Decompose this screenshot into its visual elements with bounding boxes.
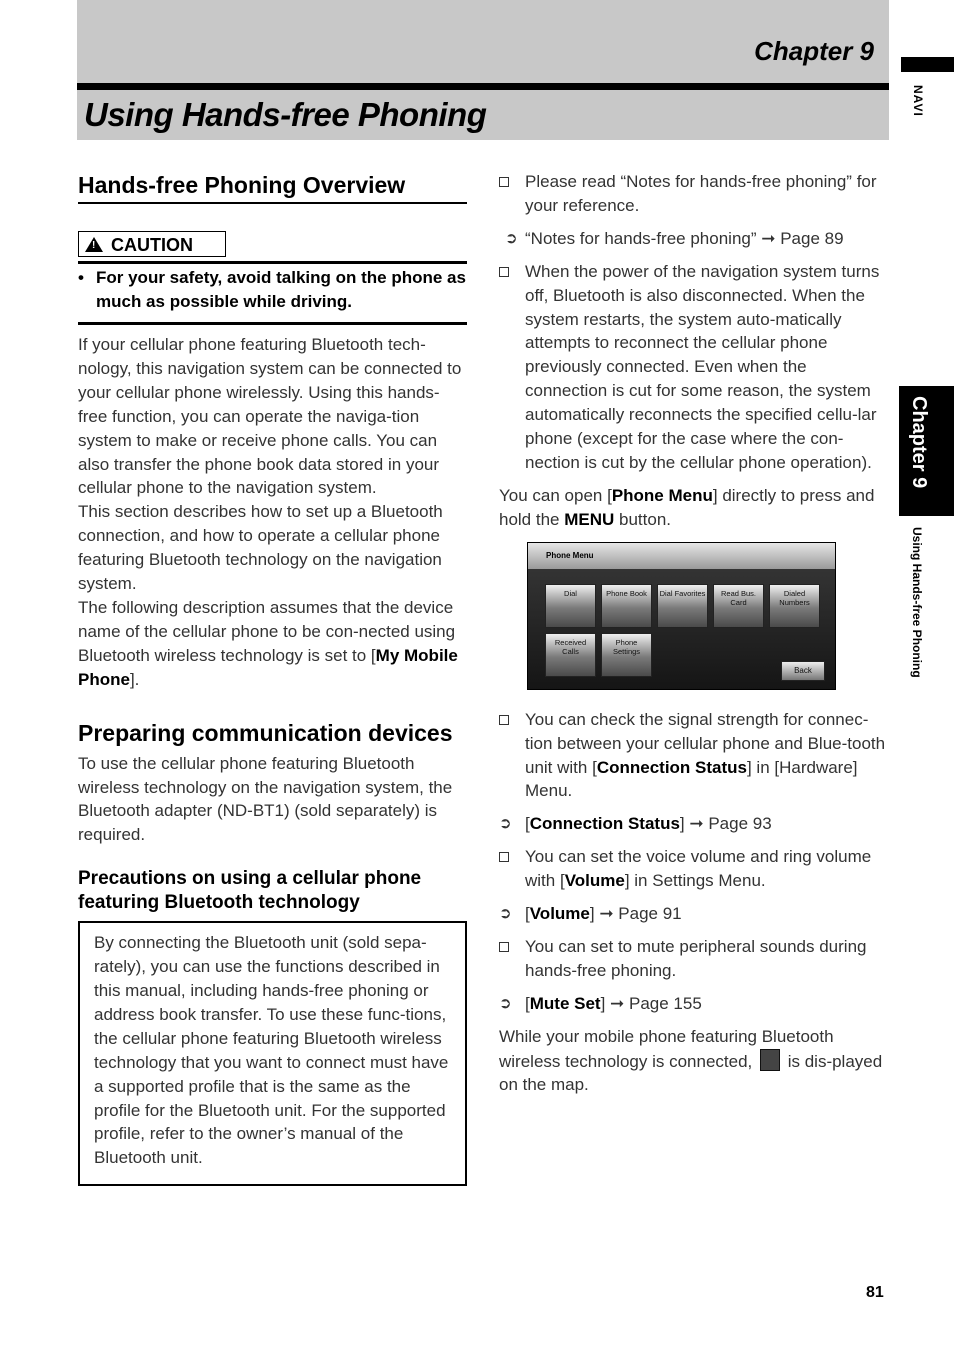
overview-heading-block [78,170,467,204]
caution-item [78,264,467,314]
ref-label: Mute Set [529,993,601,1013]
navi-label: NAVI [911,85,925,117]
navi-tab [901,57,954,72]
arrow-ref-icon: ➲ [505,229,518,247]
reference-text: [Volume] ➞ Page 91 [525,904,682,924]
checkbox-icon [499,935,525,983]
text-span: ]. [129,669,140,689]
back-button[interactable]: Back [781,661,825,681]
ref-label: Connection Status [529,814,680,834]
note-item [499,935,891,983]
note-item [499,260,891,475]
received-calls-button[interactable]: Received Calls [545,633,596,677]
text-span: ] in [Hardware] Menu. [525,757,858,801]
text-span: is dis-played on the map. [499,1051,883,1095]
note-item [499,170,891,218]
note-item [499,708,891,804]
arrow-ref-icon: ➲ [499,994,512,1012]
text-span: You can set the voice volume and ring volume with [ [525,847,872,891]
ref-label: Volume [529,904,590,924]
section-tab-label: Using Hands-free Phoning [910,527,924,678]
chapter-tab-label: Chapter 9 [908,396,930,489]
device-name: My Mobile Phone [78,645,458,689]
text-span: ] directly to press and hold the [499,485,875,529]
bullet: • [78,268,84,287]
menu-button-label: MENU [564,509,615,529]
prep-paragraph: To use the cellular phone featuring Bluetooth wireless technology on the navigation system, the Bluetooth adapter (ND-BT1) (sold separately) is required. [78,753,453,845]
right-column [499,170,891,1097]
dial-favorites-button[interactable]: Dial Favorites [657,584,708,628]
page-number: 81 [866,1284,884,1301]
ref-page: Page 93 [708,814,772,834]
overview-heading: Hands-free Phoning Overview [78,172,406,198]
precautions-box [78,921,467,1186]
caution-text: For your safety, avoid talking on the phone as much as possible while driving. [96,268,466,311]
overview-paragraph-1: If your cellular phone featuring Bluetooth tech-nology, this navigation system can be connected to your cellular phone wirelessly. Using this hands-free function, you can operate the naviga-tion system to make or receive phone calls. You can also transfer the phone book data stored in your cellular phone to the navigation system. [78,335,462,498]
open-menu-text [499,484,891,532]
prep-heading: Preparing communication devices [78,719,453,746]
arrow-ref-icon: ➲ [499,815,512,833]
text-span: You can open [ [499,485,612,505]
checkbox-icon [499,170,525,218]
chapter-label: Chapter 9 [754,36,874,66]
precautions-heading: Precautions on using a cellular phone featuring Bluetooth technology [78,868,422,914]
dialed-numbers-button[interactable]: Dialed Numbers [769,584,820,628]
text-span: The following description assumes that the device name of the cellular phone to be con-nected using Bluetooth wireless technology is set to [ [78,597,456,665]
checkbox-icon [499,260,525,475]
header-rule [77,83,889,90]
reference-text: [Mute Set] ➞ Page 155 [525,993,702,1013]
reference-item [499,992,891,1016]
precautions-text: By connecting the Bluetooth unit (sold sepa-rately), you can use the functions described in this manual, including hands-free phoning or address book transfer. To use these func-tions, the cellular phone featuring Bluetooth wireless technology that you want to connect must have a supported profile that is the same as the profile for the Bluetooth unit. For the supported profile, refer to the owner’s manual of the Bluetooth unit. [94,933,449,1168]
text-span: While your mobile phone featuring Bluetooth wireless technology is connected, [499,1026,834,1071]
warning-icon [85,237,103,252]
dial-button[interactable]: Dial [545,584,596,628]
note-text: When the power of the navigation system turns off, Bluetooth is also disconnected. When the system restarts, the system auto-matically attempts to reconnect the cellular phone previously connected. Even when the connection is cut for some reason, the system automatically reconnects the specified cellu-lar phone (except for the case where the con-nection is cut by the cellular phone operation). [525,261,880,472]
screen-title: Phone Menu [546,550,594,560]
overview-paragraph-3 [78,596,467,692]
bluetooth-status-icon [760,1049,780,1071]
note-text: You can set to mute peripheral sounds during hands-free phoning. [525,936,867,980]
reference-item [499,227,891,251]
page-title: Using Hands-free Phoning [84,96,487,133]
arrow-ref-icon: ➲ [499,905,512,923]
caution-divider-bottom [78,322,467,325]
phone-settings-button[interactable]: Phone Settings [601,633,652,677]
connection-status-label: Connection Status [596,757,747,777]
phone-menu-label: Phone Menu [611,485,713,505]
text-span: You can check the signal strength for connec-tion between your cellular phone and Blue-tooth unit with [ [525,709,886,777]
reference-text: “Notes for hands-free phoning” ➞ Page 89 [525,228,844,248]
ref-page: Page 91 [618,904,682,924]
note-item [499,845,891,893]
left-column [78,170,467,1186]
checkbox-icon [499,708,525,804]
final-paragraph [499,1025,891,1098]
phone-book-button[interactable]: Phone Book [601,584,652,628]
reference-item [499,812,891,836]
note-text [525,845,891,893]
reference-item [499,902,891,926]
checkbox-icon [499,845,525,893]
caution-label: CAUTION [111,235,193,255]
note-text: Please read “Notes for hands-free phoning” for your reference. [525,172,877,215]
caution-badge [78,231,226,257]
note-text [525,708,891,804]
text-span: button. [614,509,672,529]
phone-menu-screenshot [527,542,836,690]
text-span: ] in Settings Menu. [624,871,766,891]
volume-label: Volume [564,871,625,891]
ref-page: Page 155 [629,993,702,1013]
overview-paragraph-2: This section describes how to set up a Bluetooth connection, and how to operate a cellular phone featuring Bluetooth technology on the navigation system. [78,502,443,594]
reference-text: [Connection Status] ➞ Page 93 [525,814,772,834]
read-bus-card-button[interactable]: Read Bus. Card [713,584,764,628]
